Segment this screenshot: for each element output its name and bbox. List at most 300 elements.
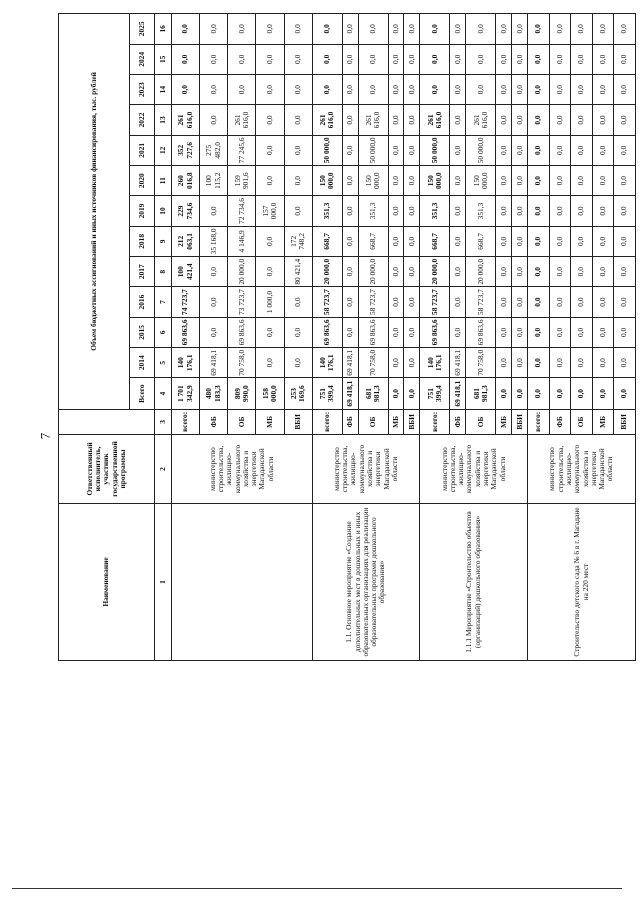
year-value: 0,0: [592, 317, 614, 347]
year-value: 0,0: [404, 226, 420, 256]
year-value: 0,0: [592, 226, 614, 256]
year-value: 0,0: [172, 74, 200, 104]
year-value: 58 723,7: [420, 287, 450, 317]
year-value: 0,0: [512, 196, 528, 226]
year-value: 0,0: [404, 348, 420, 378]
year-value: 0,0: [256, 348, 284, 378]
year-value: 0,0: [342, 14, 358, 45]
year-value: 0,0: [614, 166, 636, 196]
year-value: 0,0: [496, 74, 512, 104]
year-value: 0,0: [342, 74, 358, 104]
year-value: 0,0: [404, 74, 420, 104]
header-year: 2015: [130, 317, 155, 347]
year-value: 0,0: [512, 226, 528, 256]
year-value: 58 723,7: [466, 287, 496, 317]
header-source: [59, 409, 155, 434]
year-value: 0,0: [388, 44, 404, 74]
year-value: 0,0: [200, 287, 228, 317]
year-value: 0,0: [549, 105, 571, 135]
year-value: 100 421,4: [172, 257, 200, 287]
year-value: 70 758,0: [228, 348, 256, 378]
year-value: 0,0: [614, 135, 636, 165]
year-value: 0,0: [592, 74, 614, 104]
year-value: 351,3: [358, 196, 388, 226]
year-value: 0,0: [614, 348, 636, 378]
year-value: 0,0: [404, 135, 420, 165]
year-value: 0,0: [172, 44, 200, 74]
funding-source: ФБ: [450, 409, 466, 434]
year-value: 0,0: [528, 287, 550, 317]
year-value: 58 723,7: [312, 287, 342, 317]
header-year: 2020: [130, 166, 155, 196]
year-value: 20 000,0: [420, 257, 450, 287]
total-value: 809 990,0: [228, 378, 256, 409]
year-value: 0,0: [496, 135, 512, 165]
header-year: 2022: [130, 105, 155, 135]
funding-source: ФБ: [342, 409, 358, 434]
header-year: 2023: [130, 74, 155, 104]
year-value: 0,0: [450, 287, 466, 317]
column-number: 3: [155, 409, 172, 434]
year-value: 0,0: [614, 14, 636, 45]
year-value: 0,0: [388, 287, 404, 317]
total-value: 0,0: [404, 378, 420, 409]
year-value: 150 000,0: [466, 166, 496, 196]
year-value: 0,0: [404, 257, 420, 287]
year-value: 0,0: [312, 74, 342, 104]
year-value: 0,0: [549, 317, 571, 347]
year-value: 0,0: [528, 226, 550, 256]
year-value: 0,0: [512, 287, 528, 317]
year-value: 50 000,0: [420, 135, 450, 165]
total-value: 0,0: [496, 378, 512, 409]
year-value: 0,0: [256, 74, 284, 104]
year-value: 0,0: [256, 257, 284, 287]
year-value: 0,0: [420, 74, 450, 104]
year-value: 69 863,6: [228, 317, 256, 347]
year-value: 0,0: [284, 196, 312, 226]
year-value: 74 723,7: [172, 287, 200, 317]
year-value: 0,0: [512, 257, 528, 287]
total-value: 480 183,3: [200, 378, 228, 409]
year-value: 0,0: [571, 257, 593, 287]
year-value: 150 000,0: [420, 166, 450, 196]
program-item-name: [172, 504, 313, 661]
table-row: [172, 14, 200, 661]
year-value: 0,0: [388, 257, 404, 287]
year-value: 20 000,0: [312, 257, 342, 287]
year-value: 0,0: [466, 74, 496, 104]
year-value: 0,0: [528, 317, 550, 347]
funding-source: ОБ: [358, 409, 388, 434]
funding-source: ФБ: [549, 409, 571, 434]
year-value: 0,0: [592, 348, 614, 378]
header-year: 2021: [130, 135, 155, 165]
year-value: 351,3: [420, 196, 450, 226]
year-value: 0,0: [614, 317, 636, 347]
year-value: 0,0: [592, 44, 614, 74]
year-value: 72 734,6: [228, 196, 256, 226]
year-value: 0,0: [592, 14, 614, 45]
year-value: 0,0: [571, 44, 593, 74]
year-value: 35 168,0: [200, 226, 228, 256]
year-value: 261 616,0: [358, 105, 388, 135]
program-item-name: 1.1. Основное мероприятие «Создание дополнительных мест в дошкольных и иных образовательных организациях для реализации образовательных программ дошкольного образования»: [312, 504, 420, 661]
year-value: 0,0: [549, 257, 571, 287]
year-value: 0,0: [342, 44, 358, 74]
year-value: 351,3: [466, 196, 496, 226]
year-value: 0,0: [450, 74, 466, 104]
year-value: 0,0: [571, 317, 593, 347]
year-value: 0,0: [528, 196, 550, 226]
year-value: 159 901,6: [228, 166, 256, 196]
year-value: 0,0: [592, 257, 614, 287]
year-value: 0,0: [388, 105, 404, 135]
year-value: 58 723,7: [358, 287, 388, 317]
year-value: 0,0: [450, 257, 466, 287]
year-value: 0,0: [228, 14, 256, 45]
column-number: 4: [155, 378, 172, 409]
year-value: 50 000,0: [358, 135, 388, 165]
year-value: 0,0: [284, 74, 312, 104]
total-value: 69 418,1: [342, 378, 358, 409]
year-value: 80 421,4: [284, 257, 312, 287]
year-value: 0,0: [342, 105, 358, 135]
funding-source: ВБИ: [512, 409, 528, 434]
year-value: 0,0: [200, 74, 228, 104]
year-value: 150 000,0: [358, 166, 388, 196]
year-value: 668,7: [358, 226, 388, 256]
year-value: 0,0: [571, 105, 593, 135]
program-item-name: Строительство детского сада № 6 в г. Магадане на 220 мест: [528, 504, 636, 661]
year-value: 0,0: [388, 74, 404, 104]
year-value: 0,0: [571, 135, 593, 165]
funding-source: МБ: [592, 409, 614, 434]
year-value: 0,0: [549, 135, 571, 165]
year-value: 0,0: [200, 44, 228, 74]
year-value: 212 063,1: [172, 226, 200, 256]
year-value: 77 245,6: [228, 135, 256, 165]
year-value: 0,0: [450, 14, 466, 45]
year-value: 0,0: [200, 196, 228, 226]
total-value: 0,0: [512, 378, 528, 409]
year-value: 352 727,6: [172, 135, 200, 165]
year-value: 0,0: [388, 226, 404, 256]
column-number: 1: [155, 504, 172, 661]
year-value: 0,0: [284, 14, 312, 45]
year-value: 0,0: [358, 74, 388, 104]
column-number: 7: [155, 287, 172, 317]
year-value: 0,0: [172, 14, 200, 45]
year-value: 668,7: [420, 226, 450, 256]
year-value: 0,0: [614, 196, 636, 226]
year-value: 50 000,0: [312, 135, 342, 165]
year-value: 0,0: [549, 287, 571, 317]
funding-source: ВБИ: [614, 409, 636, 434]
year-value: 0,0: [342, 196, 358, 226]
year-value: 0,0: [571, 166, 593, 196]
year-value: 0,0: [450, 226, 466, 256]
year-value: 172 748,2: [284, 226, 312, 256]
total-value: 0,0: [614, 378, 636, 409]
year-value: 351,3: [312, 196, 342, 226]
year-value: 100 115,2: [200, 166, 228, 196]
total-value: 158 000,0: [256, 378, 284, 409]
year-value: 261 616,0: [172, 105, 200, 135]
year-value: 69 418,1: [450, 348, 466, 378]
year-value: 0,0: [342, 287, 358, 317]
year-value: 0,0: [256, 135, 284, 165]
total-value: 681 981,3: [466, 378, 496, 409]
year-value: 69 863,6: [466, 317, 496, 347]
year-value: 0,0: [549, 44, 571, 74]
year-value: 0,0: [496, 14, 512, 45]
year-value: 0,0: [496, 196, 512, 226]
year-value: 0,0: [496, 105, 512, 135]
year-value: 0,0: [512, 74, 528, 104]
column-number: 11: [155, 166, 172, 196]
year-value: 0,0: [496, 317, 512, 347]
year-value: 1 000,0: [256, 287, 284, 317]
header-responsible: Ответственный исполнитель, участник государственной программы: [59, 434, 155, 503]
rotated-table-container: [58, 13, 636, 661]
year-value: 0,0: [284, 317, 312, 347]
year-value: 0,0: [450, 196, 466, 226]
year-value: 0,0: [512, 135, 528, 165]
year-value: 0,0: [420, 14, 450, 45]
total-value: 0,0: [549, 378, 571, 409]
year-value: 0,0: [614, 257, 636, 287]
funding-source: всего:: [172, 409, 200, 434]
year-value: 0,0: [496, 226, 512, 256]
year-value: 0,0: [450, 44, 466, 74]
year-value: 0,0: [450, 166, 466, 196]
year-value: 0,0: [614, 74, 636, 104]
column-number: 2: [155, 434, 172, 503]
year-value: 0,0: [496, 44, 512, 74]
year-value: 50 000,0: [466, 135, 496, 165]
funding-source: МБ: [256, 409, 284, 434]
funding-source: ВБИ: [404, 409, 420, 434]
year-value: 0,0: [404, 287, 420, 317]
column-number: 8: [155, 257, 172, 287]
year-value: 0,0: [512, 14, 528, 45]
year-value: 0,0: [496, 257, 512, 287]
year-value: 0,0: [466, 44, 496, 74]
funding-source: ВБИ: [284, 409, 312, 434]
year-value: 20 000,0: [228, 257, 256, 287]
column-number: 14: [155, 74, 172, 104]
year-value: 0,0: [592, 287, 614, 317]
column-number-row: [155, 14, 172, 661]
year-value: 69 418,1: [200, 348, 228, 378]
funding-source: ОБ: [228, 409, 256, 434]
total-value: 751 399,4: [312, 378, 342, 409]
year-value: 4 146,9: [228, 226, 256, 256]
budget-table: [58, 13, 636, 661]
year-value: 0,0: [614, 287, 636, 317]
year-value: 0,0: [614, 105, 636, 135]
year-value: 0,0: [404, 166, 420, 196]
year-value: 0,0: [342, 257, 358, 287]
total-value: 0,0: [592, 378, 614, 409]
column-number: 12: [155, 135, 172, 165]
year-value: 0,0: [284, 287, 312, 317]
year-value: 0,0: [512, 166, 528, 196]
header-year: 2024: [130, 44, 155, 74]
year-value: 0,0: [256, 226, 284, 256]
column-number: 9: [155, 226, 172, 256]
year-value: 0,0: [571, 74, 593, 104]
header-year: 2025: [130, 14, 155, 45]
year-value: 0,0: [528, 257, 550, 287]
year-value: 0,0: [256, 166, 284, 196]
year-value: 261 616,0: [420, 105, 450, 135]
year-value: 0,0: [549, 196, 571, 226]
year-value: 140 176,1: [312, 348, 342, 378]
header-year: 2014: [130, 348, 155, 378]
year-value: 0,0: [284, 105, 312, 135]
year-value: 0,0: [342, 166, 358, 196]
year-value: 0,0: [284, 135, 312, 165]
year-value: 140 176,1: [172, 348, 200, 378]
year-value: 157 000,0: [256, 196, 284, 226]
year-value: 0,0: [466, 14, 496, 45]
year-value: 0,0: [284, 348, 312, 378]
year-value: 0,0: [528, 74, 550, 104]
year-value: 0,0: [256, 317, 284, 347]
responsible-executor: министерство строительства, жилищно-коммунального хозяйства и энергетики Магаданской области: [312, 434, 420, 503]
header-year: 2019: [130, 196, 155, 226]
year-value: 0,0: [571, 348, 593, 378]
year-value: 70 758,0: [358, 348, 388, 378]
year-value: 150 000,0: [312, 166, 342, 196]
year-value: 275 482,0: [200, 135, 228, 165]
total-value: 1 701 342,9: [172, 378, 200, 409]
year-value: 69 863,6: [420, 317, 450, 347]
page-number: 7: [37, 432, 53, 440]
header-name: Наименование: [59, 504, 155, 661]
year-value: 0,0: [200, 257, 228, 287]
funding-source: ОБ: [571, 409, 593, 434]
year-value: 0,0: [496, 287, 512, 317]
year-value: 0,0: [358, 44, 388, 74]
year-value: 0,0: [200, 105, 228, 135]
year-value: 0,0: [614, 44, 636, 74]
year-value: 0,0: [342, 135, 358, 165]
year-value: 0,0: [404, 44, 420, 74]
year-value: 20 000,0: [466, 257, 496, 287]
year-value: 0,0: [592, 166, 614, 196]
year-value: 0,0: [284, 44, 312, 74]
year-value: 0,0: [571, 287, 593, 317]
year-value: 0,0: [450, 317, 466, 347]
bottom-rule: [12, 888, 622, 889]
total-value: 69 418,1: [450, 378, 466, 409]
year-value: 0,0: [312, 44, 342, 74]
column-number: 6: [155, 317, 172, 347]
year-value: 0,0: [404, 14, 420, 45]
funding-source: всего:: [528, 409, 550, 434]
column-number: 16: [155, 14, 172, 45]
year-value: 0,0: [388, 348, 404, 378]
year-value: 0,0: [256, 44, 284, 74]
year-value: 0,0: [528, 14, 550, 45]
year-value: 0,0: [388, 135, 404, 165]
total-value: 751 399,4: [420, 378, 450, 409]
funding-source: всего:: [312, 409, 342, 434]
year-value: 0,0: [528, 44, 550, 74]
year-value: 0,0: [228, 44, 256, 74]
year-value: 0,0: [200, 14, 228, 45]
total-value: 0,0: [528, 378, 550, 409]
year-value: 0,0: [404, 317, 420, 347]
header-year: 2016: [130, 287, 155, 317]
year-value: 0,0: [342, 317, 358, 347]
header-total: Всего: [130, 378, 155, 409]
table-row: [420, 14, 450, 661]
year-value: 0,0: [200, 317, 228, 347]
year-value: 0,0: [549, 348, 571, 378]
year-value: 261 616,0: [228, 105, 256, 135]
year-value: 0,0: [592, 135, 614, 165]
year-value: 0,0: [420, 44, 450, 74]
year-value: 0,0: [312, 14, 342, 45]
year-value: 260 016,8: [172, 166, 200, 196]
header-year: 2017: [130, 257, 155, 287]
year-value: 0,0: [528, 166, 550, 196]
responsible-executor: министерство строительства, жилищно-коммунального хозяйства и энергетики Магаданской области: [420, 434, 528, 503]
year-value: 261 616,0: [466, 105, 496, 135]
year-value: 0,0: [614, 226, 636, 256]
year-value: 73 723,7: [228, 287, 256, 317]
total-value: 253 169,6: [284, 378, 312, 409]
year-value: 0,0: [549, 166, 571, 196]
year-value: 668,7: [312, 226, 342, 256]
year-value: 0,0: [388, 317, 404, 347]
year-value: 0,0: [512, 317, 528, 347]
year-value: 140 176,1: [420, 348, 450, 378]
header-row: [59, 14, 130, 661]
header-budget-title: Объем бюджетных ассигнований и иных источников финансирования, тыс. рублей: [59, 14, 130, 410]
year-value: 0,0: [404, 105, 420, 135]
column-number: 10: [155, 196, 172, 226]
year-value: 69 863,6: [172, 317, 200, 347]
year-value: 261 616,0: [312, 105, 342, 135]
total-value: 0,0: [571, 378, 593, 409]
year-value: 0,0: [256, 14, 284, 45]
table-row: [312, 14, 342, 661]
year-value: 0,0: [592, 196, 614, 226]
year-value: 0,0: [512, 44, 528, 74]
year-value: 0,0: [496, 348, 512, 378]
year-value: 0,0: [549, 14, 571, 45]
year-value: 0,0: [284, 166, 312, 196]
funding-source: МБ: [496, 409, 512, 434]
year-value: 0,0: [388, 166, 404, 196]
program-item-name: 1.1.1 Мероприятие «Строительство объектов (организаций) дошкольного образования»: [420, 504, 528, 661]
header-year: 2018: [130, 226, 155, 256]
year-value: 0,0: [228, 74, 256, 104]
year-value: 0,0: [571, 226, 593, 256]
column-number: 13: [155, 105, 172, 135]
table-row: [528, 14, 550, 661]
year-value: 0,0: [496, 166, 512, 196]
year-value: 0,0: [388, 196, 404, 226]
year-value: 20 000,0: [358, 257, 388, 287]
year-value: 668,7: [466, 226, 496, 256]
year-value: 0,0: [571, 196, 593, 226]
